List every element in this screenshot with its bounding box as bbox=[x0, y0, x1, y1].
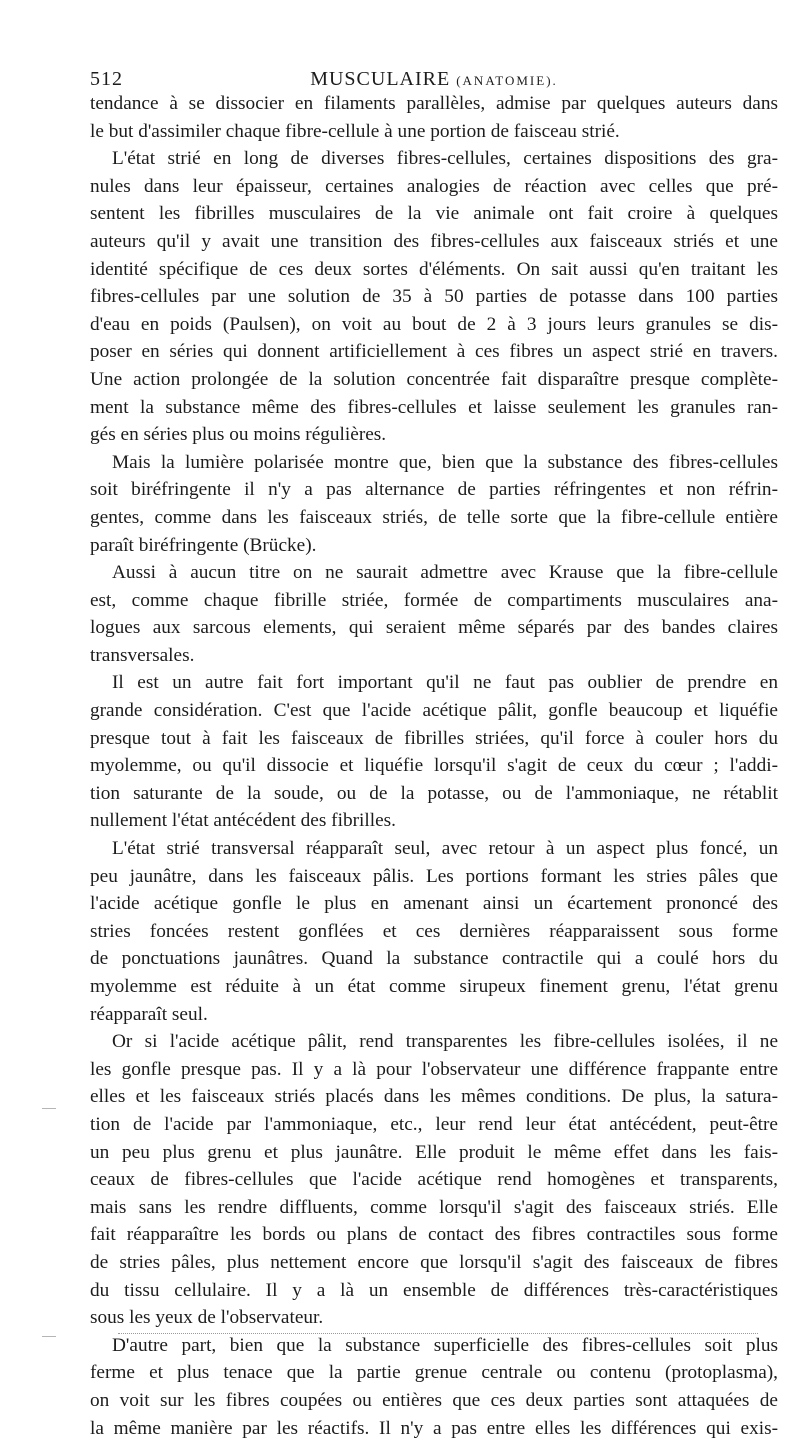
text-line: le but d'assimiler chaque fibre-cellule à une portion de faisceau strié. bbox=[90, 118, 778, 146]
margin-mark bbox=[42, 1108, 56, 1109]
text-line: grande considération. C'est que l'acide acétique pâlit, gonfle beaucoup et liquéfie bbox=[90, 697, 778, 725]
running-title bbox=[90, 68, 778, 91]
text-line: de ponctuations jaunâtres. Quand la substance contractile qui a coulé hors du bbox=[90, 945, 778, 973]
text-line: nules dans leur épaisseur, certaines analogies de réaction avec celles que pré- bbox=[90, 173, 778, 201]
text-line: la même manière par les réactifs. Il n'y a pas entre elles les différences qui exis- bbox=[90, 1415, 778, 1442]
text-line: ment la substance même des fibres-cellules et laisse seulement les granules ran- bbox=[90, 394, 778, 422]
text-line: transversales. bbox=[90, 642, 778, 670]
text-line: identité spécifique de ces deux sortes d'éléments. On sait aussi qu'en traitant les bbox=[90, 256, 778, 284]
margin-mark bbox=[42, 1336, 56, 1337]
text-line: d'eau en poids (Paulsen), on voit au bout de 2 à 3 jours leurs granules se dis- bbox=[90, 311, 778, 339]
text-line: elles et les faisceaux striés placés dans les mêmes conditions. De plus, la satura- bbox=[90, 1083, 778, 1111]
page-number: 512 bbox=[90, 68, 123, 91]
body-text bbox=[90, 90, 778, 1442]
text-line: tendance à se dissocier en filaments parallèles, admise par quelques auteurs dans bbox=[90, 90, 778, 118]
text-line: stries foncées restent gonflées et ces dernières réapparaissent sous forme bbox=[90, 918, 778, 946]
text-line: Or si l'acide acétique pâlit, rend transparentes les fibre-cellules isolées, il ne bbox=[90, 1028, 778, 1056]
text-line: myolemme, ou qu'il dissocie et liquéfie lorsqu'il s'agit de ceux du cœur ; l'addi- bbox=[90, 752, 778, 780]
text-line: Mais la lumière polarisée montre que, bien que la substance des fibres-cellules bbox=[90, 449, 778, 477]
text-line: presque tout à fait les faisceaux de fibrilles striées, qu'il force à couler hors du bbox=[90, 725, 778, 753]
text-line: de stries pâles, plus nettement encore que lorsqu'il s'agit des faisceaux de fibres bbox=[90, 1249, 778, 1277]
text-line: peu jaunâtre, dans les faisceaux pâlis. Les portions formant les stries pâles que bbox=[90, 863, 778, 891]
text-line: Une action prolongée de la solution concentrée fait disparaître presque complète- bbox=[90, 366, 778, 394]
text-line: paraît biréfringente (Brücke). bbox=[90, 532, 778, 560]
text-line: gentes, comme dans les faisceaux striés, de telle sorte que la fibre-cellule entière bbox=[90, 504, 778, 532]
text-line: L'état strié en long de diverses fibres-cellules, certaines dispositions des gra- bbox=[90, 145, 778, 173]
text-line: du tissu cellulaire. Il y a là un ensemble de différences très-caractéristiques bbox=[90, 1277, 778, 1305]
text-line: tion de l'acide par l'ammoniaque, etc., leur rend leur état antécédent, peut-être bbox=[90, 1111, 778, 1139]
text-line: fibres-cellules par une solution de 35 à 50 parties de potasse dans 100 parties bbox=[90, 283, 778, 311]
text-line: tion saturante de la soude, ou de la potasse, ou de l'ammoniaque, ne rétablit bbox=[90, 780, 778, 808]
text-line: D'autre part, bien que la substance superficielle des fibres-cellules soit plus bbox=[90, 1332, 778, 1360]
text-line: myolemme est réduite à un état comme sirupeux finement grenu, l'état grenu bbox=[90, 973, 778, 1001]
text-line: les gonfle presque pas. Il y a là pour l'observateur une différence frappante entre bbox=[90, 1056, 778, 1084]
text-line: Il est un autre fait fort important qu'il ne faut pas oublier de prendre en bbox=[90, 669, 778, 697]
text-line: Aussi à aucun titre on ne saurait admettre avec Krause que la fibre-cellule bbox=[90, 559, 778, 587]
text-line: auteurs qu'il y avait une transition des fibres-cellules aux faisceaux striés et une bbox=[90, 228, 778, 256]
text-line: ceaux de fibres-cellules que l'acide acétique rend homogènes et transparents, bbox=[90, 1166, 778, 1194]
footer-rule bbox=[118, 1333, 758, 1334]
text-line: fait réapparaître les bords ou plans de contact des fibres contractiles sous forme bbox=[90, 1221, 778, 1249]
text-line: sous les yeux de l'observateur. bbox=[90, 1304, 778, 1332]
book-page bbox=[90, 56, 778, 1442]
text-line: est, comme chaque fibrille striée, formée de compartiments musculaires ana- bbox=[90, 587, 778, 615]
text-line: un peu plus grenu et plus jaunâtre. Elle produit le même effet dans les fais- bbox=[90, 1139, 778, 1167]
text-line: nullement l'état antécédent des fibrilles. bbox=[90, 807, 778, 835]
text-line: L'état strié transversal réapparaît seul, avec retour à un aspect plus foncé, un bbox=[90, 835, 778, 863]
text-line: réapparaît seul. bbox=[90, 1001, 778, 1029]
running-head bbox=[90, 56, 778, 90]
text-line: mais sans les rendre diffluents, comme lorsqu'il s'agit des faisceaux striés. Elle bbox=[90, 1194, 778, 1222]
text-line: sentent les fibrilles musculaires de la vie animale ont fait croire à quelques bbox=[90, 200, 778, 228]
text-line: ferme et plus tenace que la partie grenue centrale ou contenu (protoplasma), bbox=[90, 1359, 778, 1387]
text-line: on voit sur les fibres coupées ou entières que ces deux parties sont attaquées de bbox=[90, 1387, 778, 1415]
text-line: soit biréfringente il n'y a pas alternance de parties réfringentes et non réfrin- bbox=[90, 476, 778, 504]
section-title: MUSCULAIRE bbox=[310, 68, 450, 90]
section-subtitle: (ANATOMIE). bbox=[456, 73, 558, 88]
text-line: logues aux sarcous elements, qui seraient même séparés par des bandes claires bbox=[90, 614, 778, 642]
text-line: gés en séries plus ou moins régulières. bbox=[90, 421, 778, 449]
text-line: poser en séries qui donnent artificiellement à ces fibres un aspect strié en travers. bbox=[90, 338, 778, 366]
text-line: l'acide acétique gonfle le plus en amenant ainsi un écartement prononcé des bbox=[90, 890, 778, 918]
